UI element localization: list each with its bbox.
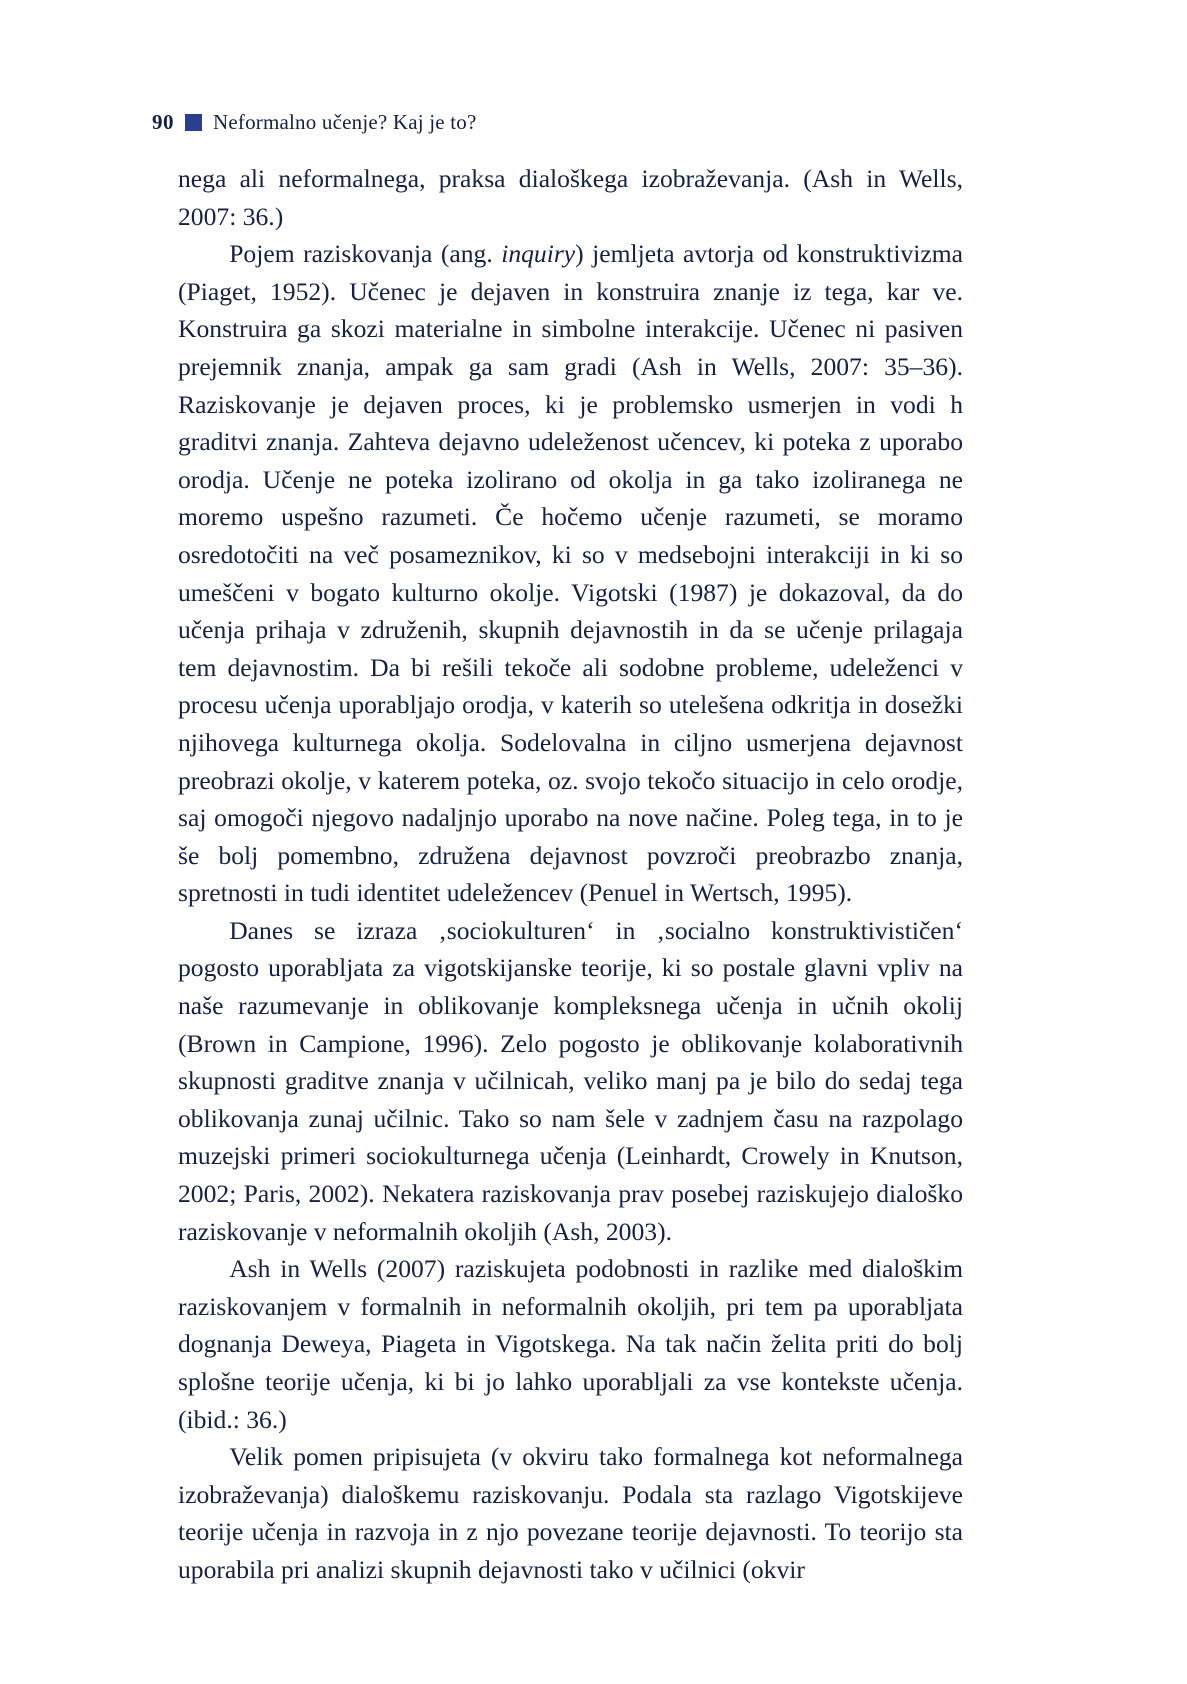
paragraph: Ash in Wells (2007) raziskujeta podobnosti in razlike med dialoškim raziskovanjem v formalnih in neformalnih okoljih, pri tem pa uporabljata dognanja Deweya, Piageta in Vigotskega. Na tak način želita priti do bolj splošne teorije učenja, ki bi jo lahko uporabljali za vse kontekste učenja. (ibid.: 36.) bbox=[178, 1254, 963, 1434]
paragraph: Danes se izraza ‚sociokulturen‘ in ‚socialno konstruktivističen‘ pogosto uporabljata za vigotskijanske teorije, ki so postale glavni vpliv na naše razumevanje in oblikovanje kompleksnega učenja in učnih okolij (Brown in Campione, 1996). Zelo pogosto je oblikovanje kolaborativnih skupnosti graditve znanja v učilnicah, veliko manj pa je bilo do sedaj tega oblikovanja zunaj učilnic. Tako so nam šele v zadnjem času na razpolago muzejski primeri sociokulturnega učenja (Leinhardt, Crowely in Knutson, 2002; Paris, 2002). Nekatera raziskovanja prav posebej raziskujejo dialoško raziskovanje v neformalnih okoljih (Ash, 2003). bbox=[178, 915, 963, 1246]
square-bullet-icon bbox=[185, 114, 202, 131]
paragraph: nega ali neformalnega, praksa dialoškega izobraževanja. (Ash in Wells, 2007: 36.) bbox=[178, 164, 963, 231]
page-number: 90 bbox=[152, 110, 174, 134]
paragraph: Velik pomen pripisujeta (v okviru tako formalnega kot neformalnega izobraževanja) dialoškemu raziskovanju. Podala sta razlago Vigotskijeve teorije učenja in razvoja in z njo povezane teorije dejavnosti. To teorijo sta uporabila pri analizi skupnih dejavnosti tako v učilnici (okvir bbox=[178, 1442, 963, 1584]
running-head bbox=[152, 112, 477, 133]
paragraph: Pojem raziskovanja (ang. inquiry) jemljeta avtorja od konstruktivizma (Piaget, 1952). Učenec je dejaven in konstruira znanje iz tega, kar ve. Konstruira ga skozi materialne in simbolne interakcije. Učenec ni pasiven prejemnik znanja, ampak ga sam gradi (Ash in Wells, 2007: 35–36). Raziskovanje je dejaven proces, ki je problemsko usmerjen in vodi h graditvi znanja. Zahteva dejavno udeleženost učencev, ki poteka z uporabo orodja. Učenje ne poteka izolirano od okolja in ga tako izoliranega ne moremo uspešno razumeti. Če hočemo učenje razumeti, se moramo osredotočiti na več posameznikov, ki so v medsebojni interakciji in ki so umeščeni v bogato kulturno okolje. Vigotski (1987) je dokazoval, da do učenja prihaja v združenih, skupnih dejavnostih in da se učenje prilagaja tem dejavnostim. Da bi rešili tekoče ali sodobne probleme, udeleženci v procesu učenja uporabljajo orodja, v katerih so utelešena odkritja in dosežki njihovega kulturnega okolja. Sodelovalna in ciljno usmerjena dejavnost preobrazi okolje, v katerem poteka, oz. svojo tekočo situacijo in celo orodje, saj omogoči njegovo nadaljnjo uporabo na nove načine. Poleg tega, in to je še bolj pomembno, združena dejavnost povzroči preobrazbo znanja, spretnosti in tudi identitet udeležencev (Penuel in Wertsch, 1995). bbox=[178, 239, 963, 908]
chapter-title: Neformalno učenje? Kaj je to? bbox=[213, 110, 477, 134]
body-text bbox=[178, 160, 963, 1589]
